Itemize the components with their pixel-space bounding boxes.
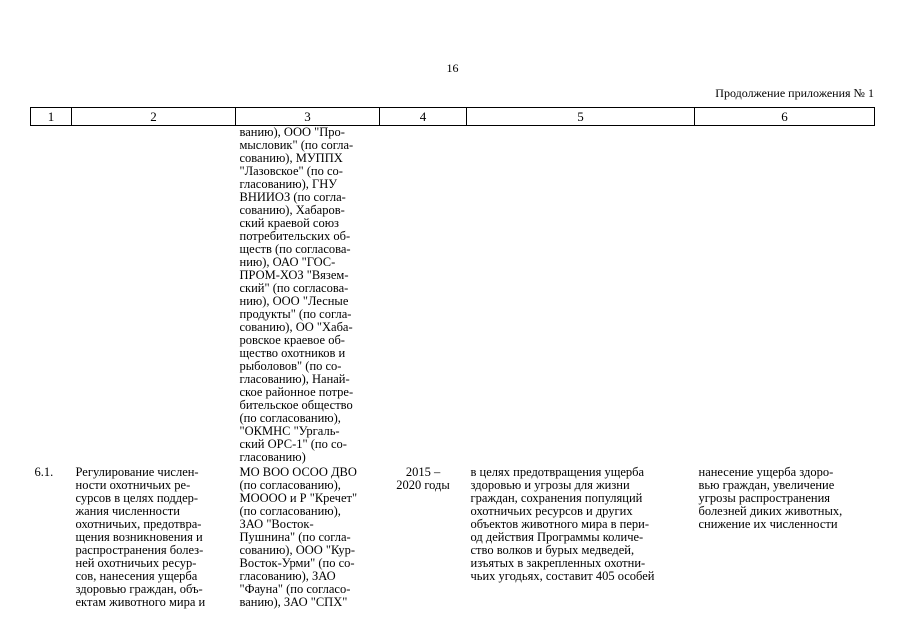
- text-line: бительское общество: [239, 398, 353, 412]
- text-line: Регулирование числен-: [75, 465, 199, 479]
- cell-item-measure: [72, 464, 236, 609]
- text-line: (по согласованию),: [239, 411, 341, 425]
- column-header-5: 5: [467, 108, 695, 126]
- text-line: изъятых в закрепленных охотни-: [470, 556, 646, 570]
- text-line: охотничьих ресурсов и других: [470, 504, 633, 518]
- cell-continued-col1: [31, 126, 72, 465]
- text-line: угрозы распространения: [698, 491, 831, 505]
- text-line: снижение их численности: [698, 517, 838, 531]
- text-line: ванию), ООО "Про-: [239, 125, 345, 139]
- text-line: жания численности: [75, 504, 180, 518]
- cell-item-executors: [236, 464, 380, 609]
- table-header-row: [31, 108, 875, 126]
- text-line: (по согласованию),: [239, 504, 341, 518]
- page-number: 16: [446, 61, 459, 75]
- text-line: гласованию), ЗАО: [239, 569, 336, 583]
- text-line: здоровью граждан, объ-: [75, 582, 203, 596]
- cell-item-period: [380, 464, 467, 609]
- text-line: ский ОРС-1" (по со-: [239, 437, 347, 451]
- column-header-1: 1: [31, 108, 72, 126]
- cell-continued-col4: [380, 126, 467, 465]
- text-line: охотничьих, предотвра-: [75, 517, 202, 531]
- column-header-3: 3: [236, 108, 380, 126]
- column-header-2: 2: [72, 108, 236, 126]
- text-line: нию), ОАО "ГОС-: [239, 255, 336, 269]
- continuation-title: Продолжение приложения № 1: [715, 86, 874, 100]
- text-line: ЗАО "Восток-: [239, 517, 314, 531]
- text-line: сованию), Хабаров-: [239, 203, 345, 217]
- text-line: 2015 –: [405, 465, 441, 479]
- text-line: в целях предотвращения ущерба: [470, 465, 645, 479]
- text-line: ней охотничьих ресур-: [75, 556, 197, 570]
- text-line: 2020 годы: [396, 478, 450, 492]
- text-line: МОООО и Р "Кречет": [239, 491, 358, 505]
- text-line: гласованию): [239, 450, 306, 464]
- text-line: ровское краевое об-: [239, 333, 345, 347]
- text-line: "Фауна" (по согласо-: [239, 582, 351, 596]
- text-line: од действия Программы количе-: [470, 530, 644, 544]
- text-line: рыболовов" (по со-: [239, 359, 342, 373]
- text-line: МО ВОО ОСОО ДВО: [239, 465, 357, 479]
- text-line: гласованию), Нанай-: [239, 372, 350, 386]
- text-line: граждан, сохранения популяций: [470, 491, 643, 505]
- text-line: сурсов в целях поддер-: [75, 491, 199, 505]
- appendix-table: [30, 107, 875, 609]
- column-header-4: 4: [380, 108, 467, 126]
- cell-continued-col5: [467, 126, 695, 465]
- text-line: ское районное потре-: [239, 385, 354, 399]
- text-line: сованию), ОО "Хаба-: [239, 320, 353, 334]
- text-line: распространения болез-: [75, 543, 204, 557]
- text-line: объектов животного мира в пери-: [470, 517, 650, 531]
- text-line: вью граждан, увеличение: [698, 478, 835, 492]
- text-line: "Лазовское" (по со-: [239, 164, 343, 178]
- table-row-continued: [31, 126, 875, 465]
- text-line: гласованию), ГНУ: [239, 177, 338, 191]
- cell-item-number: 6.1.: [34, 465, 54, 479]
- text-line: щения возникновения и: [75, 530, 203, 544]
- cell-continued-col6: [695, 126, 875, 465]
- text-line: ности охотничьих ре-: [75, 478, 191, 492]
- text-line: ский" (по согласова-: [239, 281, 349, 295]
- text-line: ществ (по согласова-: [239, 242, 351, 256]
- text-line: ектам животного мира и: [75, 595, 206, 609]
- text-line: Пушнина" (по согла-: [239, 530, 351, 544]
- text-line: щество охотников и: [239, 346, 346, 360]
- text-line: чьих угодьях, составит 405 особей: [470, 569, 655, 583]
- cell-item-result: [467, 464, 695, 609]
- text-line: "ОКМНС "Ургаль-: [239, 424, 340, 438]
- text-line: ВНИИОЗ (по согла-: [239, 190, 346, 204]
- column-header-6: 6: [695, 108, 875, 126]
- text-line: Восток-Урми" (по со-: [239, 556, 355, 570]
- text-line: продукты" (по согла-: [239, 307, 352, 321]
- text-line: потребительских об-: [239, 229, 351, 243]
- table-row-item-6-1: [31, 464, 875, 609]
- text-line: здоровью и угрозы для жизни: [470, 478, 630, 492]
- text-line: сованию), ООО "Кур-: [239, 543, 356, 557]
- text-line: ство волков и бурых медведей,: [470, 543, 635, 557]
- text-line: болезней диких животных,: [698, 504, 843, 518]
- cell-continued-col2: [72, 126, 236, 465]
- text-line: нанесение ущерба здоро-: [698, 465, 834, 479]
- text-line: сов, нанесения ущерба: [75, 569, 198, 583]
- text-line: (по согласованию),: [239, 478, 341, 492]
- text-line: мысловик" (по согла-: [239, 138, 354, 152]
- text-line: ПРОМ-ХОЗ "Вязем-: [239, 268, 349, 282]
- text-line: ский краевой союз: [239, 216, 339, 230]
- text-line: нию), ООО "Лесные: [239, 294, 349, 308]
- text-line: ванию), ЗАО "СПХ": [239, 595, 348, 609]
- cell-item-consequences: [695, 464, 875, 609]
- cell-continued-executors: [236, 126, 380, 465]
- text-line: сованию), МУППХ: [239, 151, 343, 165]
